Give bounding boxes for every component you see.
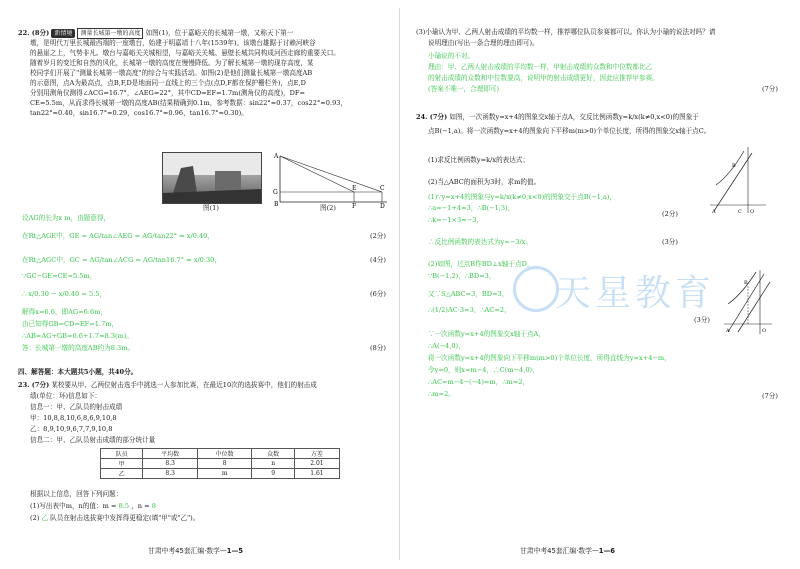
table-cell: 乙 [101,469,143,479]
q24-graph-2 [722,268,774,336]
q23-3-score: (7分) [762,85,778,93]
watermark-logo [513,266,559,312]
table-header: 中位数 [197,449,252,459]
q23-line: 乙：8,9,10,9,6,7,7,9,10,8 [30,425,113,433]
svg-text:G: G [273,189,278,196]
q22-line: 随着岁月的变迁和自然的风化，长城第一墩的高度在慢慢降低。为了解长城第一墩的现存高度，某 [30,59,314,67]
q22-line: 的示意图，点A为最高点，点B,F,D是地面同一直线上的三个点(点D,F都在保护栅栏外)，点E,D [30,79,306,87]
q24-score: (2分) [662,210,678,218]
q23-3-answer: 理由：甲、乙两人射击成绩的平均数一样，甲射击成绩的众数和中位数都比乙 [428,63,653,71]
q23-q1-line: (1)写出表中m，n的值：m = 8.5 ，n = 8 [30,502,156,510]
q24-answer: 又∵S△ABC=3，BD=3， [428,290,509,298]
table-cell: 甲 [101,459,143,469]
q22-line: CE=5.5m，从而求得长城第一墩的高度AB(结果精确到0.1m，参考数据：sin22°≈0.37，cos22°≈0.93， [30,99,348,107]
table-cell: 8.3 [143,469,198,479]
table-header-row [101,449,340,459]
footer-right: 甘肃中考45套汇编·数学—1—6 [520,547,616,555]
q24-graph-1 [708,145,768,215]
q24-line: (2)当△ABC的面积为3时，求m的值。 [428,178,541,186]
q22-solution-line: ∴ x/0.30 − x/0.40 = 5.5， [22,290,107,298]
q22-solution-line: ∴AB=AG+GB=6.6+1.7≈8.3(m)。 [22,332,134,340]
q24-line: (1)求反比例函数y=k/x的表达式； [428,156,530,164]
q24-answer: (1)∵y=x+4的图象与y=k/x(k≠0,x<0)的图象交于点B(−1,a)， [428,193,617,201]
q23-3-answer: (答案不唯一，合理即可) [428,85,500,93]
q22-score: (8分) [370,344,386,352]
q23-line: 甲：10,8,8,10,6,8,6,9,10,8 [30,414,117,422]
table-cell: n [252,459,294,469]
q24-answer: ∵一次函数y=x+4的图象交x轴于点A， [428,330,545,338]
table-row [101,469,340,479]
table-cell: 1.61 [294,469,339,479]
watermark-text: 天星教育 [555,273,716,314]
q23-line: 23. (7分) 某校要从甲、乙两位射击选手中挑选一人参加比赛，在最近10次的选拔赛中，他们的射击成 [18,381,317,389]
svg-text:E: E [352,185,357,192]
q22-solution-line: 解得x=6.6，即AG=6.6m， [22,308,107,316]
table-header: 队员 [101,449,143,459]
q22-line: 校同学们开展了"测量长城第一墩高度"的综合与实践活动。如图(2)是他们测量长城第一墩高度AB [30,69,313,77]
footer-left: 甘肃中考45套汇编·数学—1—5 [148,547,244,555]
q22-score: (2分) [370,232,386,240]
q23-3-line: (3)小瑜认为甲、乙两人射击成绩的平均数一样，推荐哪位队员参赛都可以。你认为小瑜的说法对吗？请 [416,28,716,36]
q24-answer: ∴A(−4,0)， [428,342,465,350]
q23-q2-line: (2) 乙 队员在射击选拔赛中发挥得更稳定(填"甲"或"乙")。 [30,514,200,522]
q22-score: (6分) [370,290,386,298]
q23-line: 绩(单位：环)信息如下： [30,392,102,400]
table-cell: 9 [252,469,294,479]
m-answer: 8.5 [118,502,130,510]
table-cell: 8 [197,459,252,469]
q22-line: 墩，是明代万里长城最西端的一座墩台，始建于明嘉靖十八年(1539年)。该墩台雄踞于讨赖河峡谷 [30,39,316,47]
q22-solution-line: 设AG的长为x m，由题意得， [22,214,111,222]
q23-line: 根据以上信息，回答下列问题： [30,490,123,498]
q24-answer: ∴k=−1×3=−3， [428,216,483,224]
q22-solution-line: ∵GC−GE=CE=5.5m， [22,272,97,280]
q22-line: tan22°≈0.40，sin16.7°≈0.29，cos16.7°≈0.96，tan16.7°≈0.30)。 [30,109,248,117]
new-context-tag: 新情境 [51,29,75,38]
q24-answer: ∴m=2。 [428,390,455,398]
svg-text:F: F [352,203,357,210]
table-row [101,459,340,469]
table-cell: m [197,469,252,479]
q2-answer: 乙 [41,514,49,522]
svg-text:O: O [750,209,755,215]
fig2-caption: 图(2) [320,204,336,212]
table-header: 方差 [294,449,339,459]
q24-line: 点B(−1,a)。将一次函数y=x+4的图象向下平移m(m>0)个单位长度，所得的图象交x轴于点C。 [428,127,711,135]
q23-line: 信息一：甲、乙队员的射击成绩 [30,403,123,411]
q24-answer: ∴a=−1+4=3，∴B(−1,3)， [428,204,515,212]
q22-header-line: 22. (8分) 新情境 测量长城第一墩的高度 如图(1)，位于嘉峪关的长城第一墩，又称天下第一 [18,29,294,37]
q24-answer: ∴AC=m−4−(−4)=m，∴m=2， [428,378,530,386]
q22-solution-line: 在Rt△AGE中，GE = AG/tan∠AEG = AG/tan22° ≈ x/0.40， [22,232,214,240]
svg-text:B: B [274,201,279,208]
table-cell: 2.01 [294,459,339,469]
q22-solution-line: 在Rt△AGC中，GC = AG/tan∠ACG = AG/tan16.7° ≈ x/0.30， [22,256,221,264]
svg-text:A: A [274,153,279,160]
fig1-caption: 图(1) [203,204,219,212]
q23-3-line: 说明理由(写出一条合理的理由即可)。 [428,39,539,47]
table-header: 众数 [252,449,294,459]
svg-text:D: D [380,203,385,210]
q22-line: 分别用测角仪测得∠ACG=16.7°，∠AEG=22°，其中CD=EF=1.7m(测角仪的高度)，DF= [30,89,306,97]
watchtower-image [163,153,261,203]
q24-answer: ∴反比例函数的表达式为y=−3/x。 [428,238,533,246]
q24-answer: ∴(1/2)AC·3=3，∴AC=2， [428,306,511,314]
svg-text:A: A [726,328,730,334]
svg-text:A: A [712,209,716,215]
q24-answer: 令y=0，则x=m−4，∴C(m−4,0)， [428,366,539,374]
stats-table [100,448,340,479]
right-page [400,0,800,569]
n-answer: 8 [151,502,156,510]
q24-score: (3分) [694,316,710,324]
q24-line: 24. (7分) 如图，一次函数y=x+4的图象交x轴于点A，交反比例函数y=k/x(k≠0,x<0)的图象于 [416,113,699,121]
table-cell: 8.3 [143,459,198,469]
q22-line: 的悬崖之上，气势非凡。墩台与嘉峪关关城相望，与嘉峪关关城、悬壁长城共同构成河西走廊的重要关口。 [30,49,340,57]
svg-text:O: O [762,328,767,334]
svg-text:C: C [738,209,742,215]
table-header: 平均数 [143,449,198,459]
section-title: 四、解答题：本大题共5小题，共40分。 [18,368,138,376]
svg-text:B: B [732,163,736,169]
q22-score: (4分) [370,256,386,264]
q22-solution-line: 答：长城第一墩的高度AB约为8.3m。 [22,344,135,352]
fig1-photo [162,152,262,204]
q23-line: 信息二：甲、乙队员射击成绩的部分统计量 [30,436,156,444]
q24-answer: 将一次函数y=x+4的图象向下平移m(m>0)个单位长度，所得直线为y=x+4−m， [428,354,671,362]
q24-score: (7分) [762,392,778,400]
q24-answer: (2)如图，过点B作BD⊥x轴于点D， [428,260,534,268]
q23-3-answer: 小瑜说的不对。 [428,52,475,60]
q22-topic: 测量长城第一墩的高度 [77,28,143,39]
q24-answer: ∵B(−1,2)，∴BD=3， [428,272,496,280]
q24-score: (3分) [662,238,678,246]
q22-solution-line: 由已知得GB=CD=EF=1.7m， [22,320,119,328]
svg-text:C: C [380,185,385,192]
svg-text:B: B [744,280,748,286]
q23-3-answer: 的射击成绩的众数和中位数要高，说明甲的射击成绩更好，因此应推荐甲参赛。 [428,74,659,82]
